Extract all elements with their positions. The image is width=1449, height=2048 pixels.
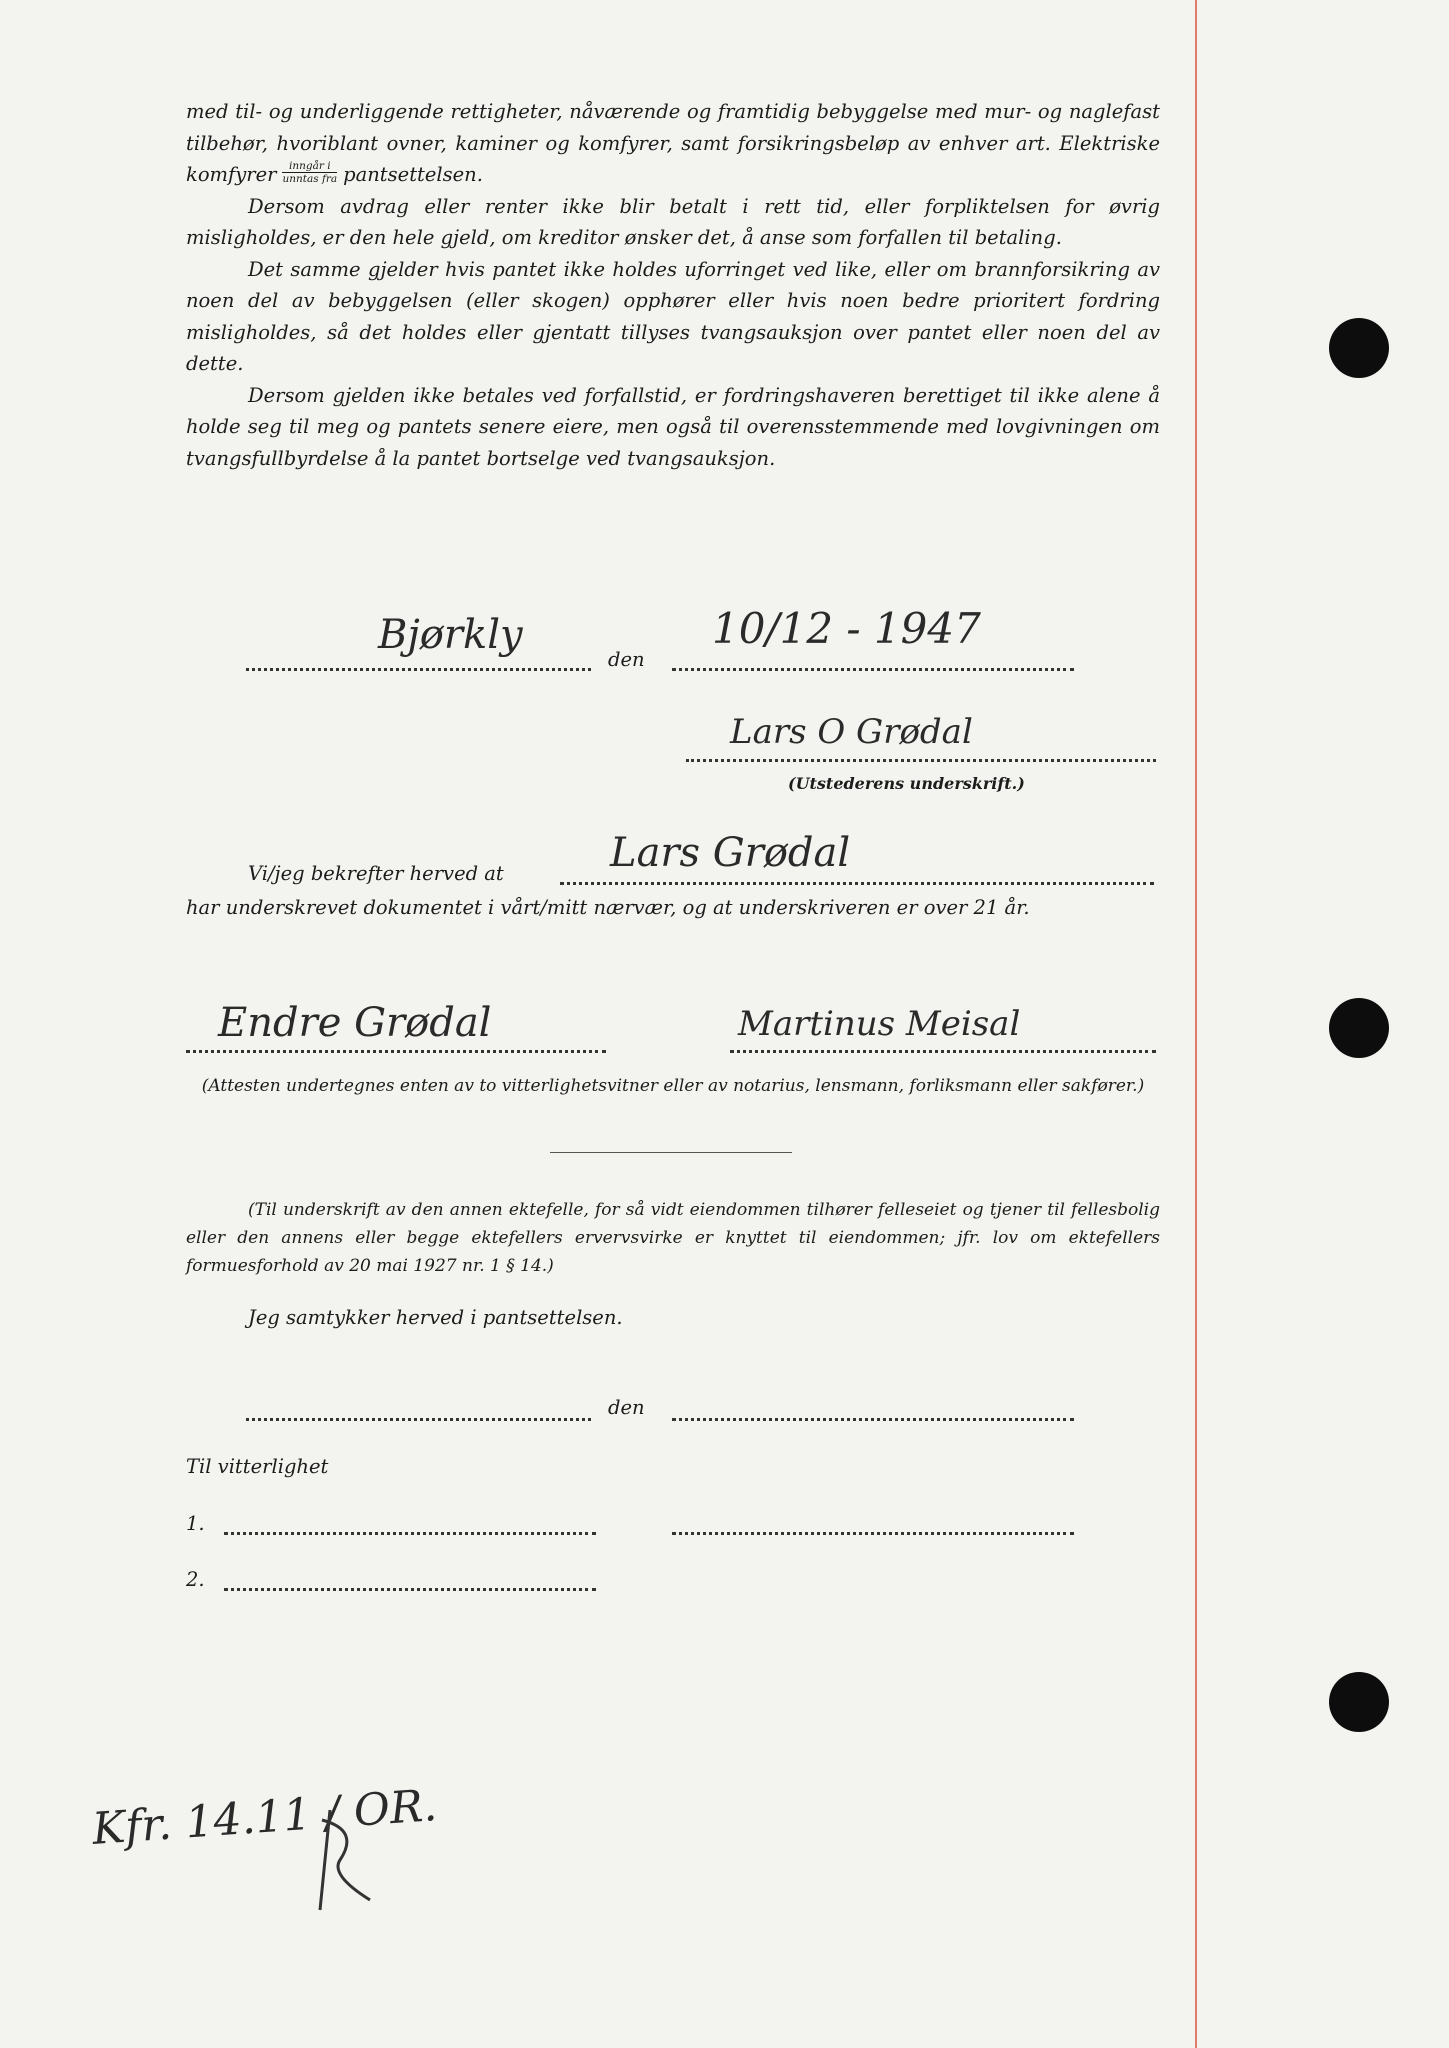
date-handwritten: 10/12 - 1947 (712, 604, 981, 653)
attest-note: (Attesten undertegnes enten av to vitterlighetsvitner eller av notarius, lensmann, forliksmann eller sakfører.) (201, 1076, 1145, 1096)
witness2-signature: Martinus Meisal (738, 1004, 1021, 1044)
witness-line-1a (224, 1532, 596, 1535)
paragraph-enforcement: Dersom gjelden ikke betales ved forfallstid, er fordringshaveren berettiget til ikke alene å holde seg til meg og pantets senere eiere, men også til overensstemmende med lovgivningen om tvangsfullbyrdelse å la pantet bortselge ved tvangsauksjon. (186, 383, 1160, 470)
witness1-line (186, 1050, 606, 1053)
attest-name-handwritten: Lars Grødal (610, 830, 851, 876)
stove-fraction: $\frac{\text{inngår i}}{\text{unntas fra}}$ (282, 160, 338, 185)
spouse-date-line (672, 1418, 1074, 1421)
attest-intro: Vi/jeg bekrefter herved at (248, 862, 504, 885)
spouse-den-label: den (608, 1396, 645, 1419)
attest-statement: har underskrevet dokumentet i vårt/mitt nærvær, og at underskriveren er over 21 år. (186, 896, 1030, 919)
paragraph-insurance: Det samme gjelder hvis pantet ikke holdes uforringet ved like, eller om brannforsikring av noen del av bebyggelsen (eller skogen) opphører eller hvis noen bedre prioritert fordring misligholdes, så det holdes eller gjentatt tillyses tvangsauksjon over pantet eller noen del av dette. (186, 257, 1160, 375)
paragraph-property: med til- og underliggende rettigheter, nåværende og framtidig bebyggelse med mur- og naglefast tilbehør, hvoriblant ovner, kaminer og komfyrer, samt forsikringsbeløp av enhver art. Elektriske komfyrer $\frac{\text{inngår i}}{\text{unntas fra}}$ pantsettelsen. (186, 100, 1160, 186)
spouse-note: (Til underskrift av den annen ektefelle, for så vidt eiendommen tilhører felleseiet og tjener til fellesbolig eller den annens eller begge ektefellers ervervsvirke er knyttet til eiendommen; jfr. lov om ektefellers formuesforhold av 20 mai 1927 nr. 1 § 14.) (186, 1200, 1160, 1276)
spouse-consent: Jeg samtykker herved i pantsettelsen. (248, 1306, 623, 1329)
witness-line-1b (672, 1532, 1074, 1535)
issuer-caption: (Utstederens underskrift.) (788, 774, 1025, 793)
margin-rule (1195, 0, 1197, 2048)
punch-hole-middle (1329, 998, 1389, 1058)
margin-note-handwritten: Kfr. 14.11 / OR. (90, 1780, 439, 1855)
attest-name-line (560, 882, 1154, 885)
witness1-signature: Endre Grødal (218, 1000, 492, 1046)
witness-number-2: 2. (186, 1568, 205, 1591)
place-handwritten: Bjørkly (378, 612, 523, 658)
witness-line-2 (224, 1588, 596, 1591)
punch-hole-top (1329, 318, 1389, 378)
date-dotted-line (672, 668, 1074, 671)
issuer-signature: Lars O Grødal (730, 712, 973, 752)
witness-number-1: 1. (186, 1512, 205, 1535)
paragraph-default: Dersom avdrag eller renter ikke blir betalt i rett tid, eller forpliktelsen for øvrig misligholdes, er den hele gjeld, om kreditor ønsker det, å anse som forfallen til betaling. (186, 194, 1160, 249)
place-dotted-line (246, 668, 591, 671)
mortgage-terms (186, 96, 1160, 474)
punch-hole-bottom (1329, 1672, 1389, 1732)
den-label: den (608, 648, 645, 671)
section-divider (550, 1152, 792, 1153)
spouse-place-line (246, 1418, 591, 1421)
witness-heading: Til vitterlighet (186, 1455, 329, 1478)
witness2-line (730, 1050, 1156, 1053)
issuer-signature-line (686, 759, 1156, 762)
margin-scrawl (300, 1800, 460, 1920)
